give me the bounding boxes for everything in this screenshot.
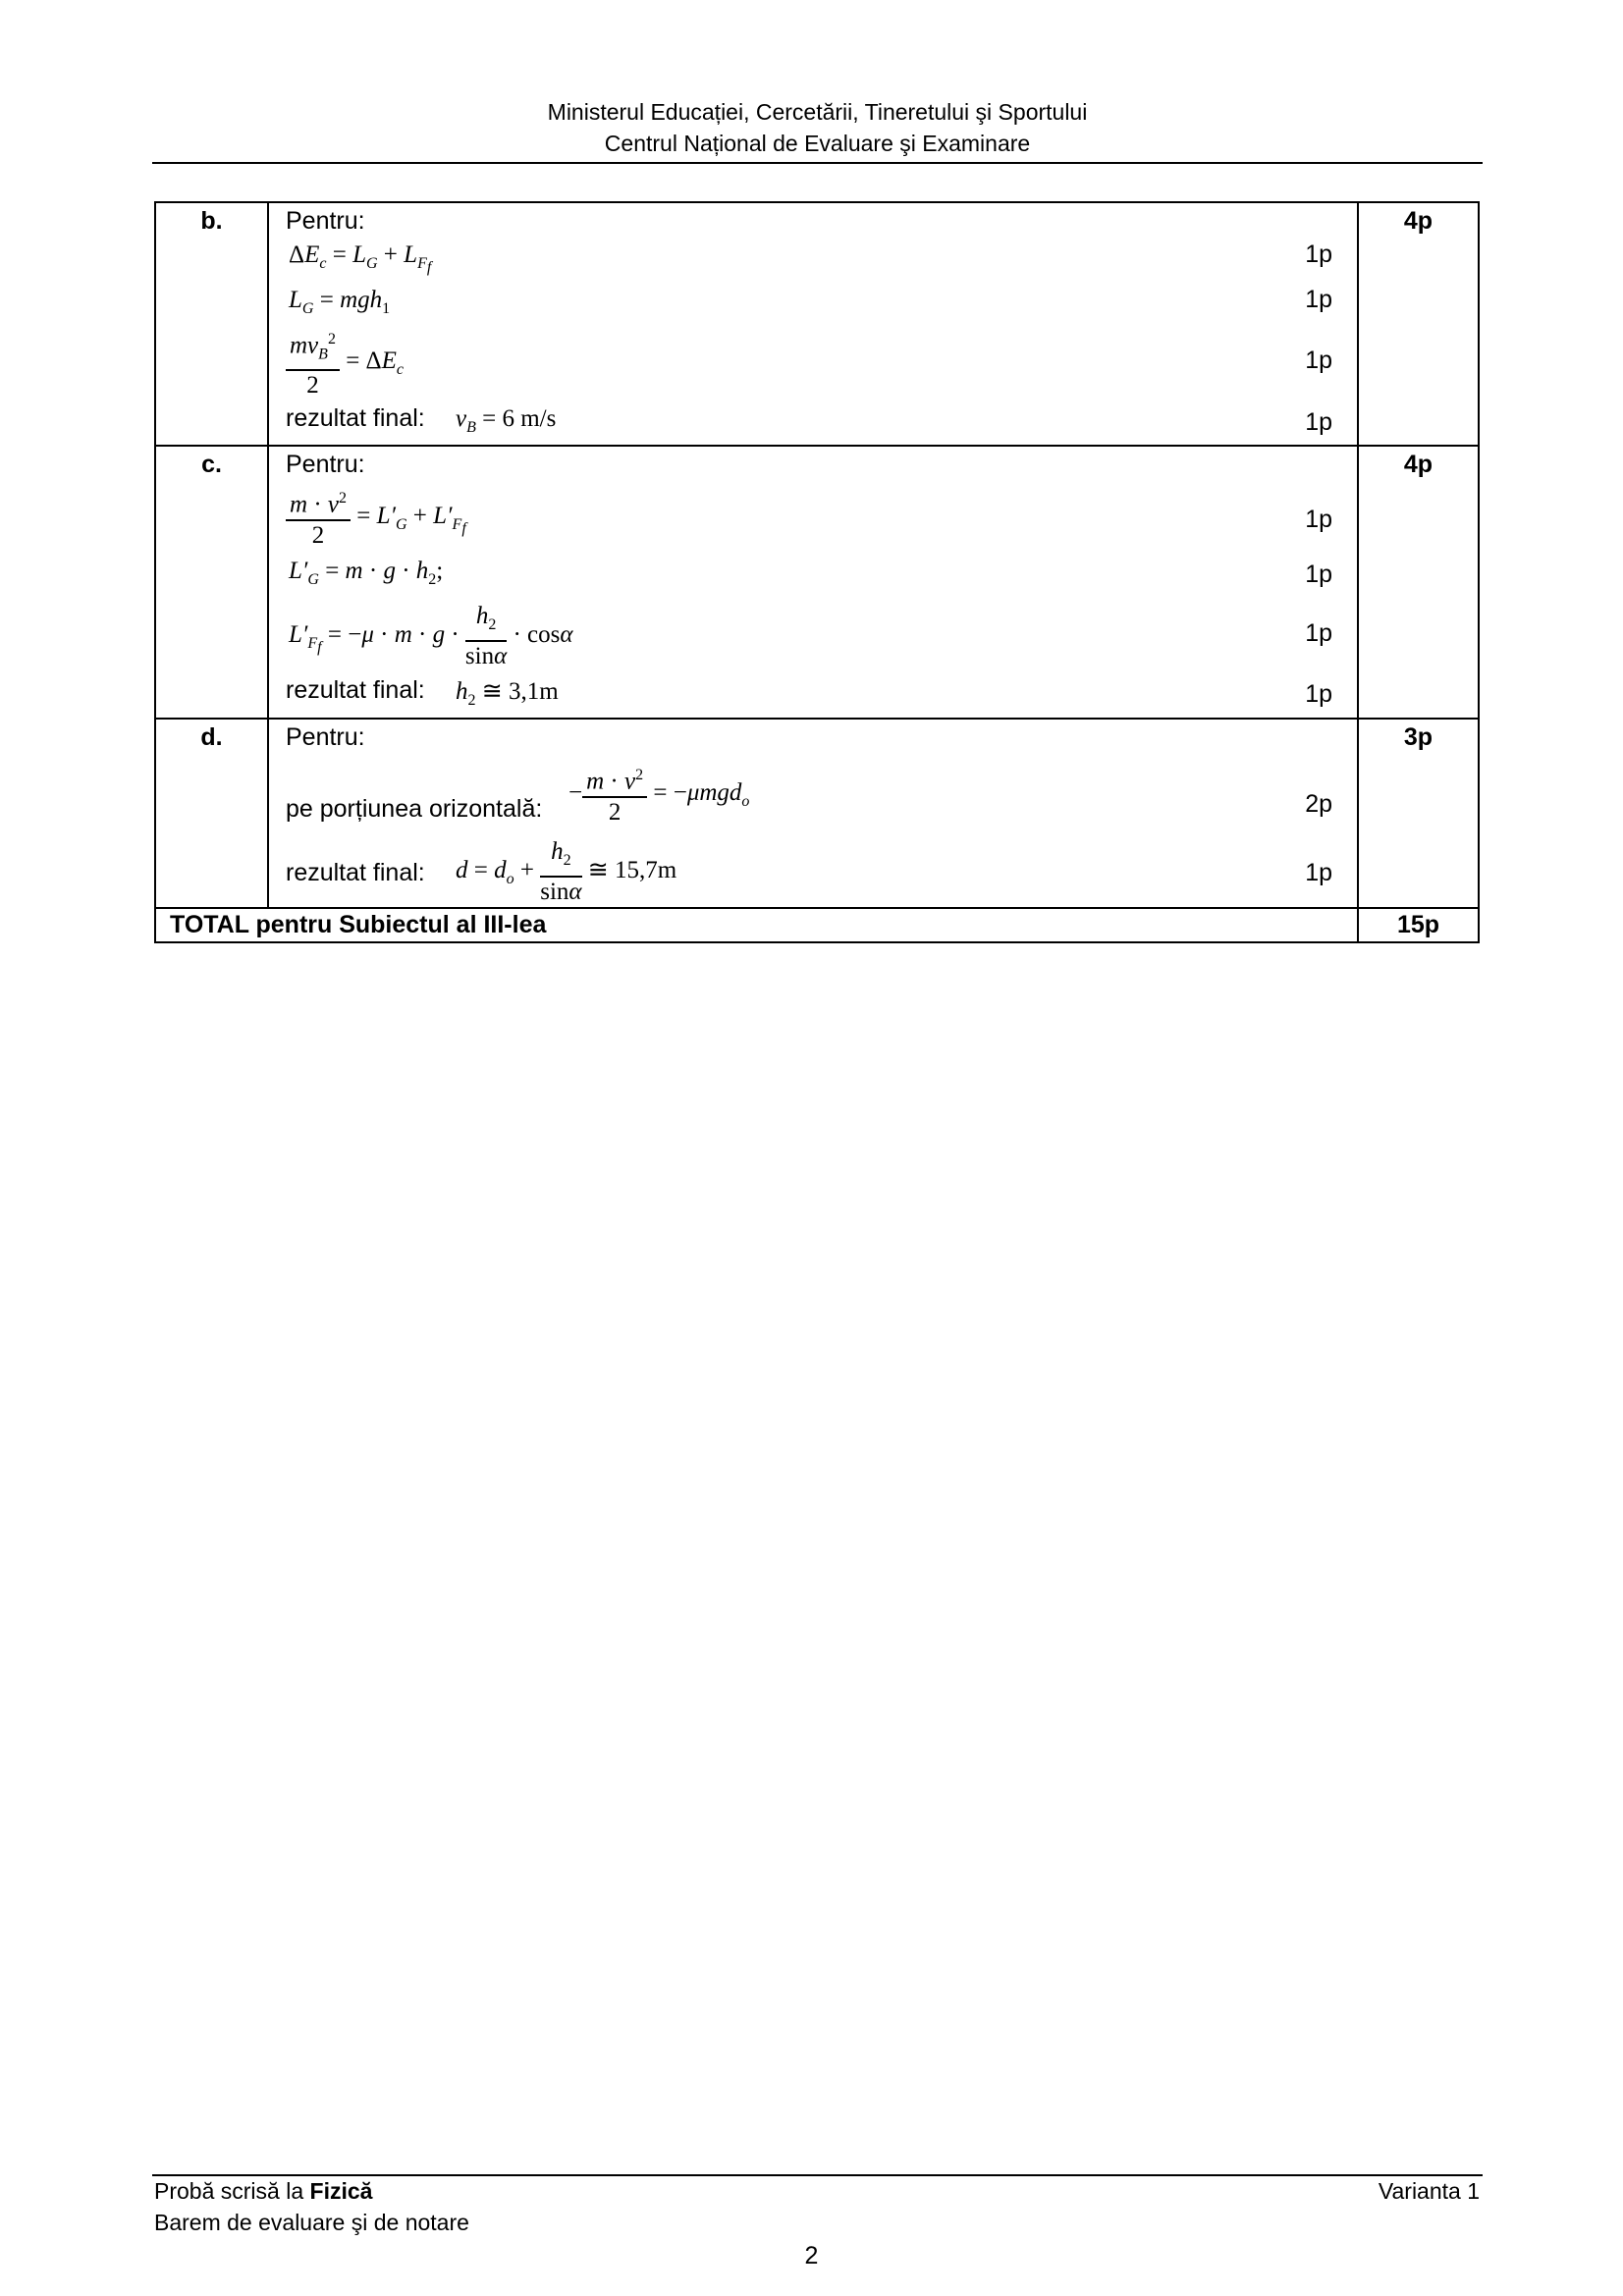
item-total: 4p: [1358, 202, 1479, 446]
points: 1p: [1305, 859, 1332, 886]
points: 1p: [1305, 506, 1332, 533]
formula: $L'_G = m \cdot g \cdot h_2$;: [289, 558, 444, 588]
formula: $h_2$ ≅ 3,1m: [456, 678, 559, 709]
item-total: 3p: [1358, 719, 1479, 908]
result-label: rezultat final:: [286, 676, 425, 704]
points: 2p: [1305, 790, 1332, 818]
header-line-2: Centrul Național de Evaluare şi Examinare: [604, 131, 1031, 156]
formula: $d = d_o$ + $\frac{h_2}{\sin\alpha}$ ≅ 15,7m: [456, 838, 677, 905]
result-label: rezultat final:: [286, 404, 425, 432]
header-line-1: Ministerul Educației, Cercetării, Tineretului şi Sportului: [547, 99, 1088, 125]
footer-subtitle: Barem de evaluare şi de notare: [154, 2210, 469, 2235]
table-row: [155, 719, 1479, 908]
result-label: pe porțiunea orizontală:: [286, 795, 543, 823]
total-label: TOTAL pentru Subiectul al III-lea: [155, 908, 1358, 942]
item-body: [268, 202, 1358, 446]
total-row: [155, 908, 1479, 942]
exam-prefix: Probă scrisă la: [154, 2178, 310, 2204]
barem-table: [154, 201, 1480, 943]
total-points: 15p: [1358, 908, 1479, 942]
result-label: rezultat final:: [286, 859, 425, 886]
formula: $\frac{mv_B^2}{2}$ = $\Delta E_c$: [286, 325, 404, 400]
item-body: [268, 719, 1358, 908]
item-letter: b.: [155, 202, 268, 446]
table-row: [155, 446, 1479, 719]
points: 1p: [1305, 680, 1332, 708]
exam-subject: Fizică: [309, 2178, 373, 2204]
item-body: [268, 446, 1358, 719]
formula: $\Delta E_c = L_G + L_{F_f}$: [289, 241, 432, 277]
formula: $\frac{m \cdot v^2}{2}$ = $L'_G + L'_{F_f}$: [286, 484, 466, 551]
item-letter: c.: [155, 446, 268, 719]
page-number: 2: [804, 2242, 819, 2269]
points: 1p: [1305, 561, 1332, 588]
points: 1p: [1305, 347, 1332, 374]
formula: $L_G = mgh_1$: [289, 287, 391, 317]
item-letter: d.: [155, 719, 268, 908]
footer-exam: [154, 2175, 372, 2207]
formula: $L'_{F_f} = -\mu \cdot m \cdot g$ · $\frac{h_2}{\sin\alpha}$ · cosα: [289, 603, 573, 669]
points: 1p: [1305, 240, 1332, 268]
points: 1p: [1305, 286, 1332, 313]
formula: − $\frac{m \cdot v^2}{2}$ = −μmgd$_o$: [568, 761, 749, 828]
item-total: 4p: [1358, 446, 1479, 719]
intro-text: Pentru:: [286, 451, 365, 478]
intro-text: Pentru:: [286, 723, 365, 751]
intro-text: Pentru:: [286, 207, 365, 235]
points: 1p: [1305, 408, 1332, 436]
footer-variant: Varianta 1: [1378, 2178, 1480, 2204]
points: 1p: [1305, 619, 1332, 647]
formula: $v_B = 6$ m/s: [456, 405, 557, 436]
table-row: [155, 202, 1479, 446]
header-divider: [152, 162, 1483, 164]
